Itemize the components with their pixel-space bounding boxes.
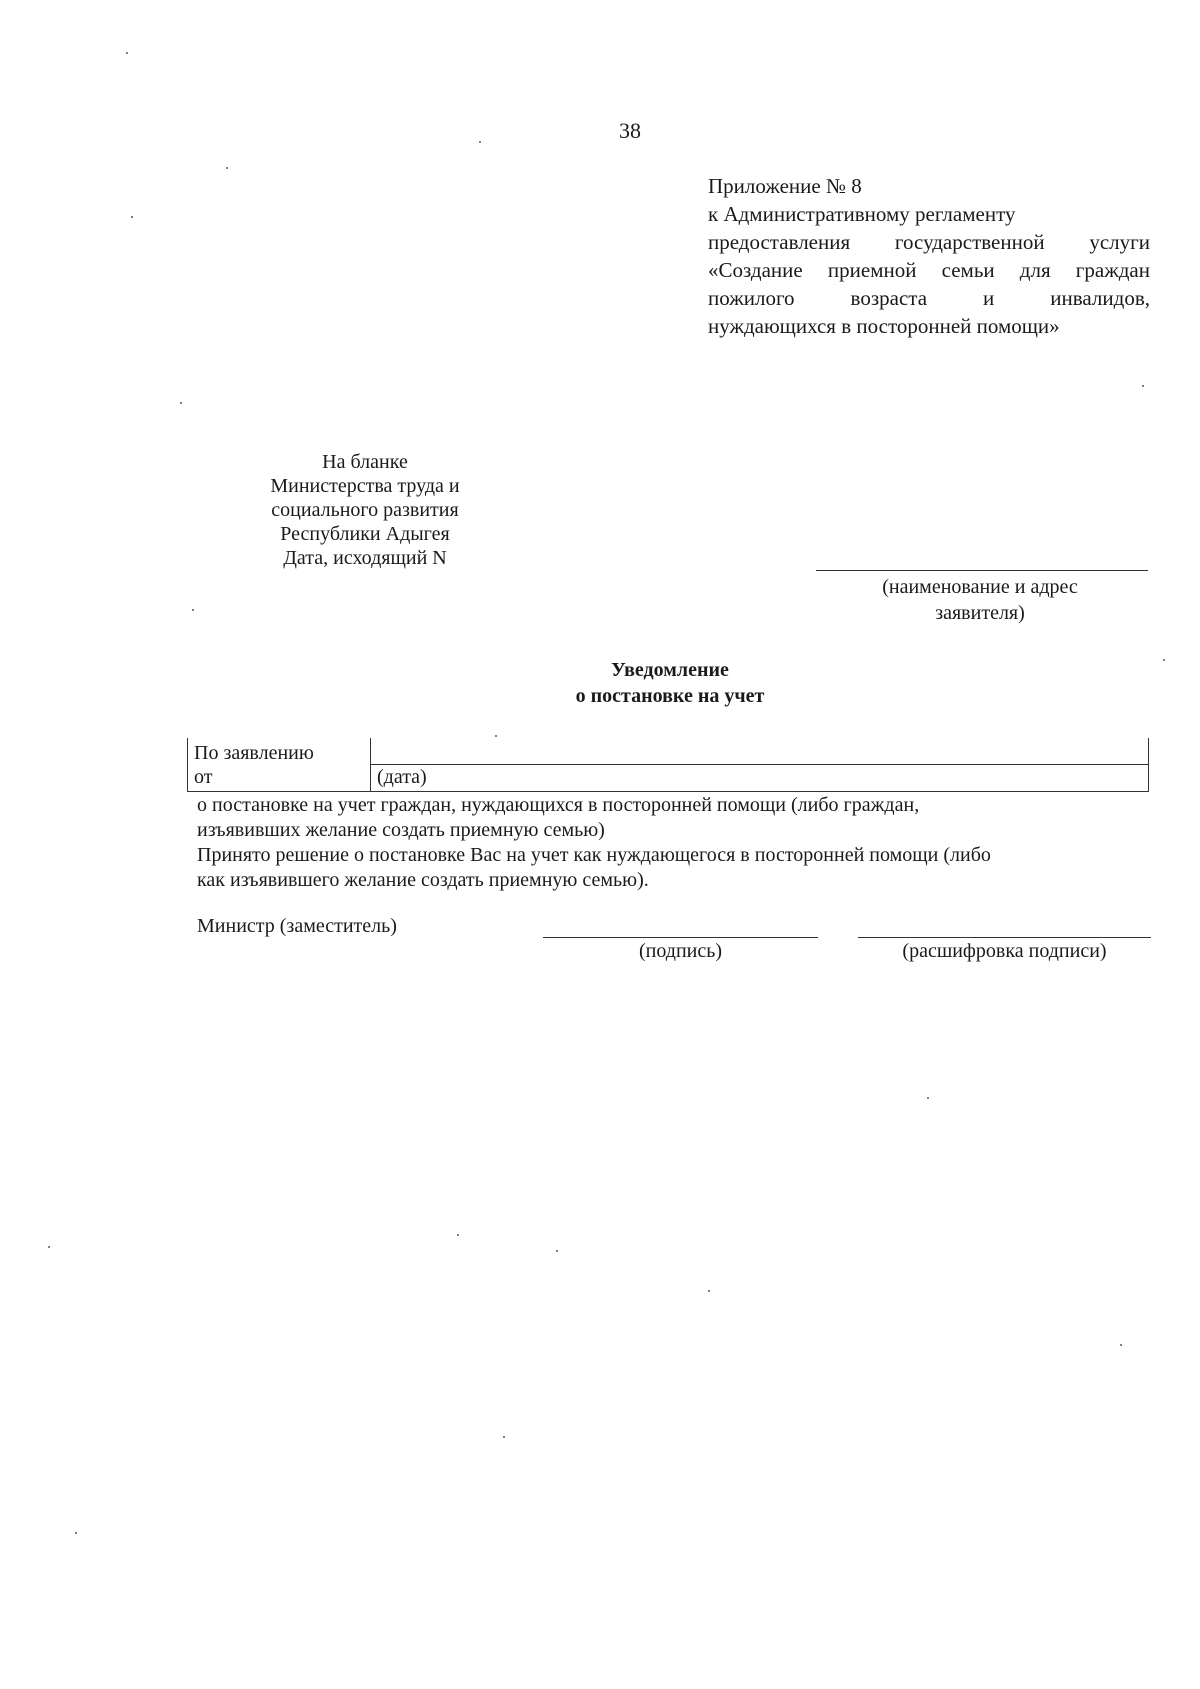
applicant-name-line xyxy=(816,570,1148,571)
body-line: о постановке на учет граждан, нуждающихся в посторонней помощи (либо граждан, xyxy=(197,794,920,816)
letterhead-line: Дата, исходящий N xyxy=(283,547,447,569)
appendix-line: нуждающихся в посторонней помощи» xyxy=(708,314,1060,338)
page-number: 38 xyxy=(619,118,641,143)
appendix-header xyxy=(708,172,1150,340)
scan-speck xyxy=(1120,1344,1122,1346)
scan-speck xyxy=(75,1532,77,1534)
scan-speck xyxy=(479,141,481,143)
date-caption: (дата) xyxy=(371,765,1149,792)
body-line: как изъявившего желание создать приемную семью). xyxy=(197,869,649,891)
appendix-line: предоставления государственной услуги xyxy=(708,230,1150,254)
signature-decoding-line xyxy=(858,937,1151,938)
scan-speck xyxy=(927,1097,929,1099)
notice-body xyxy=(197,793,1147,893)
label-application: По заявлению xyxy=(188,738,371,765)
scan-speck xyxy=(126,52,128,54)
letterhead-line: Министерства труда и xyxy=(270,475,460,497)
scan-speck xyxy=(48,1246,50,1248)
application-reference-table xyxy=(187,738,1149,792)
body-line: изъявивших желание создать приемную семью) xyxy=(197,819,605,841)
applicant-caption-line: (наименование и адрес xyxy=(882,576,1078,598)
notice-title-line: Уведомление xyxy=(611,659,729,681)
scan-speck xyxy=(1142,385,1144,387)
label-from: от xyxy=(188,765,371,792)
scan-speck xyxy=(131,216,133,218)
scan-speck xyxy=(495,735,497,737)
scan-speck xyxy=(180,402,182,404)
appendix-line: «Создание приемной семьи для граждан xyxy=(708,258,1150,282)
appendix-line: Приложение № 8 xyxy=(708,174,862,198)
scan-speck xyxy=(226,167,228,169)
body-line: Принято решение о постановке Вас на учет как нуждающегося в посторонней помощи (либо xyxy=(197,844,991,866)
table-row xyxy=(188,738,1149,765)
appendix-line: к Административному регламенту xyxy=(708,202,1016,226)
application-blank-field xyxy=(371,738,1149,765)
letterhead-line: На бланке xyxy=(322,451,408,473)
signature-caption: (подпись) xyxy=(638,940,723,962)
scan-speck xyxy=(503,1436,505,1438)
signer-title: Министр (заместитель) xyxy=(197,915,397,937)
letterhead-line: социального развития xyxy=(271,499,459,521)
applicant-caption xyxy=(820,574,1140,626)
signature-line xyxy=(543,937,818,938)
applicant-caption-line: заявителя) xyxy=(935,602,1025,624)
scan-speck xyxy=(1163,659,1165,661)
letterhead-block xyxy=(236,450,494,570)
scan-speck xyxy=(457,1234,459,1236)
table-row xyxy=(188,765,1149,792)
scan-speck xyxy=(708,1290,710,1292)
appendix-line: пожилого возраста и инвалидов, xyxy=(708,286,1150,310)
notice-title xyxy=(470,657,870,709)
notice-title-line: о постановке на учет xyxy=(575,685,765,707)
letterhead-line: Республики Адыгея xyxy=(280,523,450,545)
scan-speck xyxy=(192,609,194,611)
scan-speck xyxy=(556,1250,558,1252)
signature-decoding-caption: (расшифровка подписи) xyxy=(902,940,1107,962)
